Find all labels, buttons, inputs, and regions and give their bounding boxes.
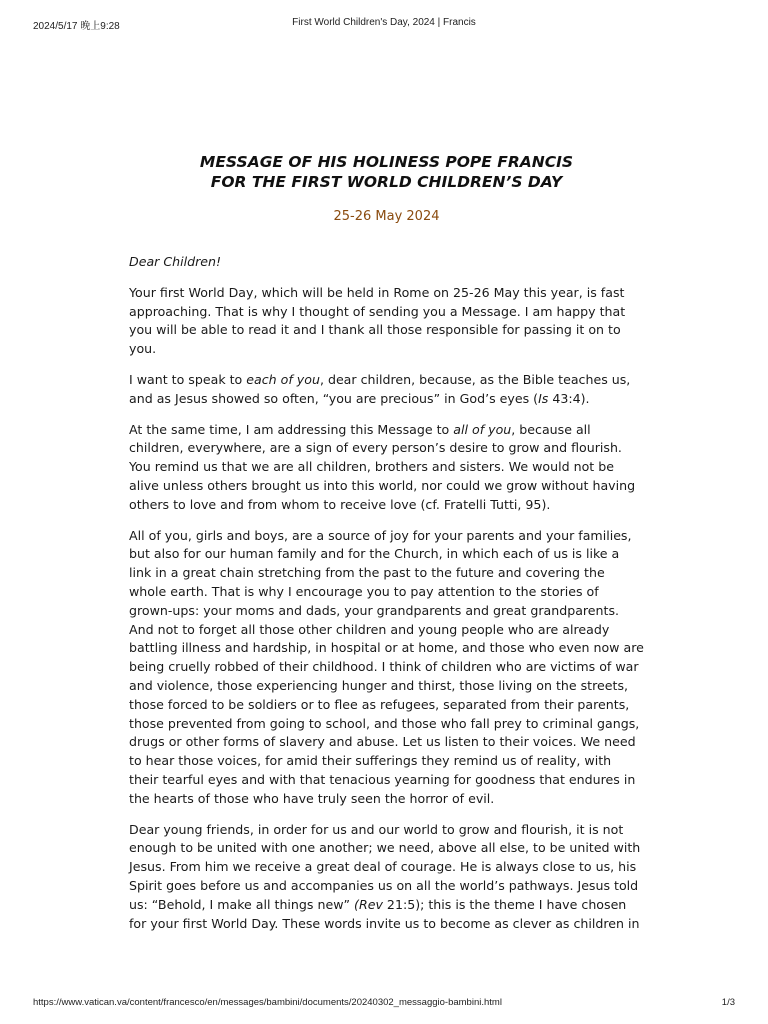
- paragraph-3-text-a: At the same time, I am addressing this Message to: [129, 421, 454, 437]
- paragraph-2-text-b: , dear children, because, as the Bible teaches us, and as Jesus showed so often, “you are precious” in God’s eyes (: [129, 371, 631, 406]
- print-date: 2024/5/17 晚上9:28: [33, 21, 120, 32]
- paragraph-4: All of you, girls and boys, are a source of joy for your parents and your families, but also for our human family and for the Church, in which each of us is like a link in a great chain stretching from the past to the future and covering the whole earth. That is why I encourage you to pay attention to the stories of grown-ups: your moms and dads, your grandparents and great grandparents. And not to forget all those other children and young people who are already battling illness and hardship, in hospital or at home, and those who even now are being cruelly robbed of their childhood. I think of children who are victims of war and violence, those experiencing hunger and thirst, those living on the streets, those forced to be soldiers or to flee as refugees, separated from their parents, those prevented from going to school, and those who fall prey to criminal gangs, drugs or other forms of slavery and abuse. Let us listen to their voices. We need to hear those voices, for amid their sufferings they remind us of reality, with their tearful eyes and with that tenacious yearning for goodness that endures in the hearts of those who have truly seen the horror of evil.: [129, 527, 644, 806]
- print-page-title: First World Children's Day, 2024 | Francis: [292, 17, 476, 28]
- print-header: [33, 17, 735, 31]
- document-title: [129, 152, 644, 192]
- paragraph-5-text-b: 21:5); this is the theme I have chosen for your first World Day. These words invite us to become as clever as children in: [129, 896, 640, 931]
- print-url: https://www.vatican.va/content/francesco/en/messages/bambini/documents/20240302_messaggio-bambini.html: [33, 997, 502, 1008]
- paragraph-2-text-c: 43:4).: [548, 390, 590, 406]
- paragraph-2-emphasis-1: each of you: [246, 371, 320, 387]
- paragraph-5-emphasis: (Rev: [354, 896, 383, 912]
- salutation: Dear Children!: [129, 254, 222, 269]
- document-date: 25-26 May 2024: [333, 209, 440, 224]
- paragraph-2-text-a: I want to speak to: [129, 371, 247, 387]
- paragraph-2-emphasis-2: Is: [538, 390, 549, 406]
- paragraph-5: [129, 821, 644, 934]
- paragraph-3: [129, 421, 644, 515]
- paragraph-3-text-b: , because all children, everywhere, are a sign of every person’s desire to grow and flourish. You remind us that we are all children, brothers and sisters. We would not be alive unless others brought us into this world, nor could we grow without having others to love and from whom to receive love (cf. Fratelli Tutti, 95).: [129, 421, 636, 512]
- paragraph-2: [129, 371, 644, 409]
- page-number: 1/3: [721, 997, 735, 1008]
- title-line-1: MESSAGE OF HIS HOLINESS POPE FRANCIS: [199, 153, 574, 171]
- paragraph-5-text-a: Dear young friends, in order for us and our world to grow and flourish, it is not enough to be united with one another; we need, above all else, to be united with Jesus. From him we receive a great deal of courage. He is always close to us, his Spirit goes before us and accompanies us on all the world’s pathways. Jesus told us: “Behold, I make all things new”: [129, 821, 641, 912]
- paragraph-1: Your first World Day, which will be held in Rome on 25-26 May this year, is fast approaching. That is why I thought of sending you a Message. I am happy that you will be able to read it and I thank all those responsible for passing it on to you.: [129, 284, 626, 357]
- title-line-2: FOR THE FIRST WORLD CHILDREN’S DAY: [210, 173, 563, 191]
- paragraph-3-emphasis: all of you: [453, 421, 512, 437]
- document-content: [129, 152, 644, 933]
